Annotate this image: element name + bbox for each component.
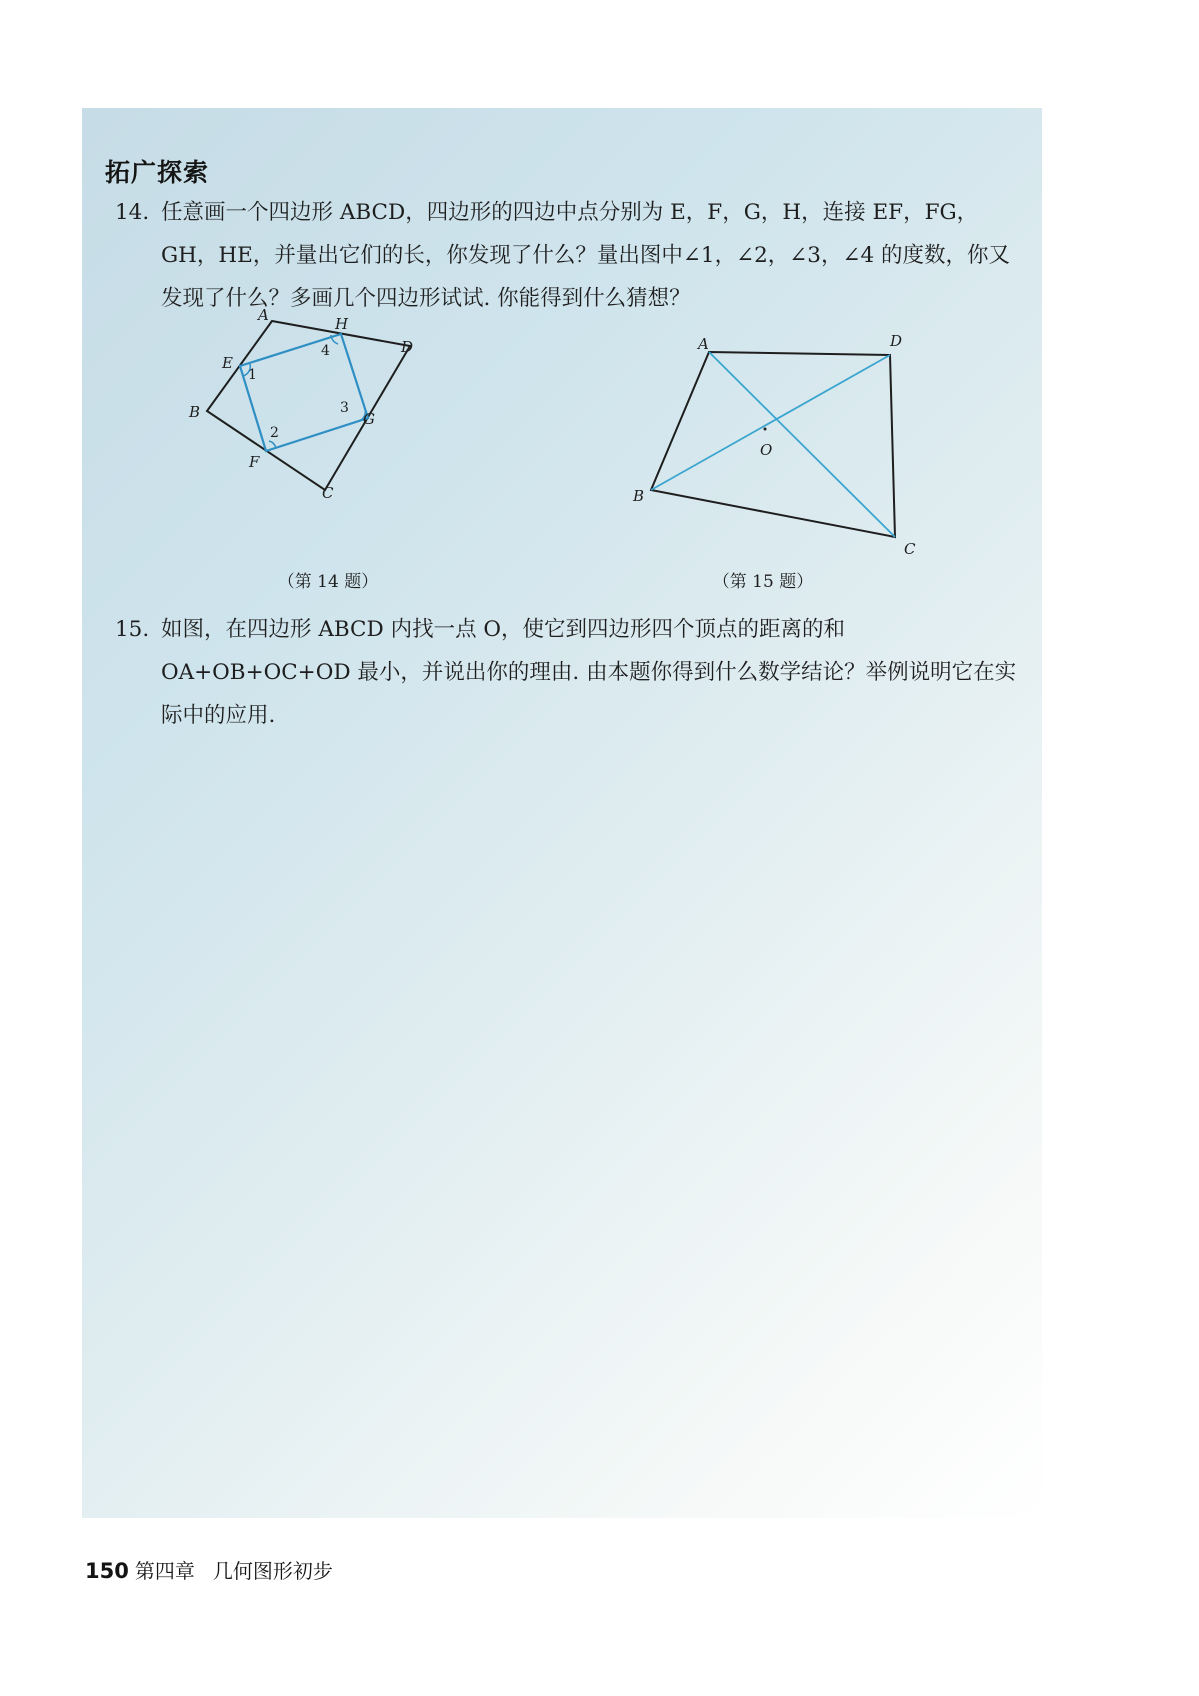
angle-label-3: 3 bbox=[340, 400, 349, 416]
vertex-label-a: A bbox=[258, 306, 269, 324]
problem-number: 15. bbox=[115, 617, 150, 642]
figure-15-caption: （第 15 题） bbox=[712, 572, 814, 592]
problem-number: 14. bbox=[115, 200, 150, 225]
section-title: 拓广探索 bbox=[105, 158, 210, 187]
angle-label-2: 2 bbox=[270, 425, 279, 441]
angle-2-arc bbox=[269, 441, 276, 448]
vertex-label-c: C bbox=[904, 540, 916, 555]
figure-15-diagram bbox=[620, 325, 930, 555]
vertex-label-b: B bbox=[189, 403, 201, 421]
quadrilateral-abcd bbox=[207, 321, 410, 490]
vertex-label-f: F bbox=[249, 453, 260, 471]
diagonal-bd bbox=[651, 355, 890, 490]
vertex-label-b: B bbox=[633, 487, 645, 505]
vertex-label-g: G bbox=[363, 410, 375, 428]
point-label-o: O bbox=[760, 441, 773, 459]
vertex-label-e: E bbox=[222, 354, 233, 372]
vertex-label-a: A bbox=[698, 335, 709, 353]
vertex-label-h: H bbox=[335, 315, 349, 333]
quadrilateral-abcd bbox=[651, 352, 895, 537]
page-footer bbox=[85, 1555, 333, 1584]
figure-14-caption: （第 14 题） bbox=[277, 572, 379, 592]
point-o bbox=[764, 428, 767, 431]
figure-14-diagram bbox=[180, 300, 450, 520]
angle-label-1: 1 bbox=[248, 367, 257, 383]
problem-text: 任意画一个四边形 ABCD，四边形的四边中点分别为 E，F，G，H，连接 EF，FG，GH，HE，并量出它们的长，你发现了什么？量出图中∠1，∠2，∠3，∠4 的度数，你又发现了什么？多画几个四边形试试. 你能得到什么猜想？ bbox=[161, 200, 1010, 311]
problem-text: 如图，在四边形 ABCD 内找一点 O，使它到四边形四个顶点的距离的和 OA+OB+OC+OD 最小，并说出你的理由. 由本题你得到什么数学结论？举例说明它在实际中的应用. bbox=[161, 617, 1017, 728]
diagonal-ac bbox=[709, 352, 895, 537]
vertex-label-c: C bbox=[322, 484, 334, 502]
vertex-label-d: D bbox=[890, 332, 903, 350]
chapter-title: 几何图形初步 bbox=[212, 1559, 333, 1583]
vertex-label-d: D bbox=[401, 338, 414, 356]
angle-label-4: 4 bbox=[321, 343, 330, 359]
problem-15 bbox=[115, 608, 1025, 737]
midpoint-quadrilateral-efgh bbox=[240, 334, 368, 451]
chapter-number: 第四章 bbox=[134, 1559, 195, 1583]
page-number: 150 bbox=[85, 1559, 129, 1583]
